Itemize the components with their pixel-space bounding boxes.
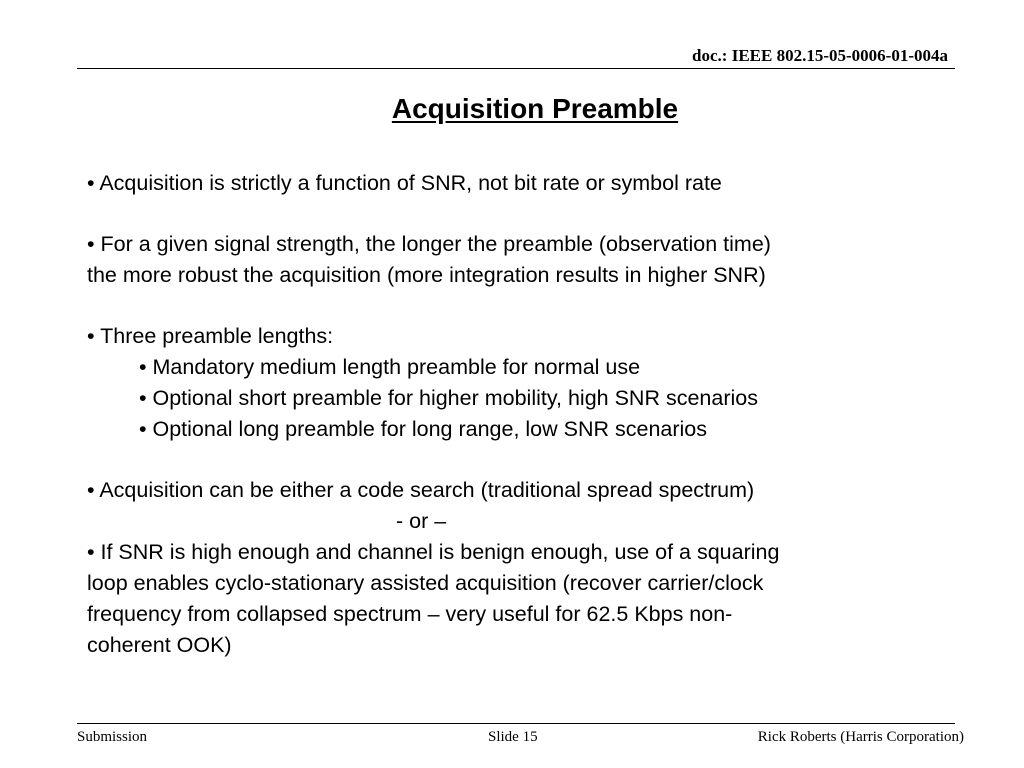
bullet-squaring-loop-line3: frequency from collapsed spectrum – very useful for 62.5 Kbps non-: [87, 602, 733, 626]
bullet-squaring-loop-line2: loop enables cyclo-stationary assisted acquisition (recover carrier/clock: [87, 571, 764, 595]
header-divider: [77, 68, 955, 69]
bullet-signal-strength-line2: the more robust the acquisition (more integration results in higher SNR): [87, 263, 766, 287]
spacer: [87, 291, 947, 321]
bullet-snr-function: • Acquisition is strictly a function of SNR, not bit rate or symbol rate: [87, 171, 722, 195]
bullet-squaring-loop-line1: • If SNR is high enough and channel is benign enough, use of a squaring: [87, 540, 780, 564]
slide-body: [87, 168, 947, 661]
bullet-squaring-loop-line4: coherent OOK): [87, 633, 232, 657]
sub-bullet-long: • Optional long preamble for long range, low SNR scenarios: [139, 417, 708, 441]
footer-divider: [77, 723, 955, 724]
bullet-preamble-lengths: • Three preamble lengths:: [87, 324, 334, 348]
document-id: doc.: IEEE 802.15-05-0006-01-004a: [692, 46, 948, 65]
footer-submission: Submission: [77, 729, 148, 745]
bullet-code-search: • Acquisition can be either a code search (traditional spread spectrum): [87, 478, 755, 502]
spacer: [87, 445, 947, 475]
footer-slide-number: Slide 15: [488, 729, 538, 745]
slide-title: Acquisition Preamble: [391, 93, 679, 124]
bullet-signal-strength-line1: • For a given signal strength, the longer the preamble (observation time): [87, 232, 771, 256]
sub-bullet-mandatory: • Mandatory medium length preamble for normal use: [139, 355, 641, 379]
sub-bullet-short: • Optional short preamble for higher mobility, high SNR scenarios: [139, 386, 758, 410]
spacer: [87, 199, 947, 229]
or-separator: - or –: [396, 509, 447, 533]
footer-author: Rick Roberts (Harris Corporation): [757, 729, 964, 745]
